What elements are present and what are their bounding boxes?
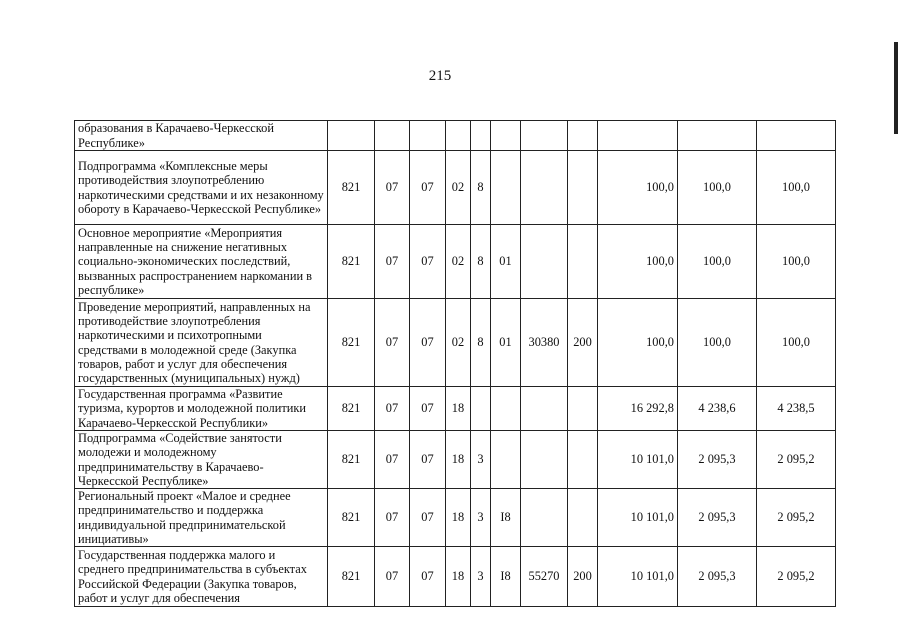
expense-type-code [568, 225, 598, 299]
row-name: Проведение мероприятий, направленных на противодействие злоупотребления наркотическими и психотропными средствами в молодежной среде (Закупка товаров, работ и услуг для обеспечения государственных (муниципальных) нужд) [75, 299, 328, 387]
subprogram-code [471, 121, 491, 151]
section-code: 07 [375, 489, 410, 547]
expense-type-code [568, 387, 598, 431]
program-code: 18 [446, 431, 471, 489]
amount-1: 10 101,0 [598, 489, 678, 547]
table-row [75, 151, 836, 225]
row-name: образования в Карачаево-Черкесской Республике» [75, 121, 328, 151]
subsection-code: 07 [410, 387, 446, 431]
amount-3: 2 095,2 [757, 489, 836, 547]
subsection-code: 07 [410, 431, 446, 489]
subprogram-code: 8 [471, 151, 491, 225]
program-code: 18 [446, 387, 471, 431]
amount-2: 2 095,3 [678, 547, 757, 607]
ministry-code: 821 [328, 489, 375, 547]
program-code: 02 [446, 299, 471, 387]
amount-3: 2 095,2 [757, 431, 836, 489]
section-code: 07 [375, 299, 410, 387]
row-name: Государственная программа «Развитие туризма, курортов и молодежной политики Карачаево-Черкесской Республики» [75, 387, 328, 431]
event-code [491, 121, 521, 151]
budget-table [74, 120, 836, 607]
section-code: 07 [375, 431, 410, 489]
table-row [75, 121, 836, 151]
program-code [446, 121, 471, 151]
amount-1: 10 101,0 [598, 431, 678, 489]
subsection-code: 07 [410, 151, 446, 225]
amount-3: 100,0 [757, 151, 836, 225]
subprogram-code [471, 387, 491, 431]
page-number: 215 [428, 68, 452, 84]
table-row [75, 431, 836, 489]
amount-1: 100,0 [598, 225, 678, 299]
ministry-code: 821 [328, 547, 375, 607]
expense-type-code [568, 489, 598, 547]
amount-1: 16 292,8 [598, 387, 678, 431]
table-row [75, 387, 836, 431]
expense-type-code [568, 431, 598, 489]
ministry-code [328, 121, 375, 151]
ministry-code: 821 [328, 151, 375, 225]
section-code: 07 [375, 225, 410, 299]
program-code: 02 [446, 151, 471, 225]
direction-code: 30380 [521, 299, 568, 387]
section-code: 07 [375, 387, 410, 431]
amount-3: 100,0 [757, 299, 836, 387]
amount-1: 100,0 [598, 151, 678, 225]
ministry-code: 821 [328, 431, 375, 489]
row-name: Подпрограмма «Комплексные меры противодействия злоупотреблению наркотическими средствами и их незаконному обороту в Карачаево-Черкесской Республике» [75, 151, 328, 225]
event-code: I8 [491, 547, 521, 607]
table-row [75, 489, 836, 547]
subprogram-code: 3 [471, 431, 491, 489]
direction-code: 55270 [521, 547, 568, 607]
direction-code [521, 121, 568, 151]
direction-code [521, 489, 568, 547]
amount-1: 10 101,0 [598, 547, 678, 607]
event-code: I8 [491, 489, 521, 547]
amount-3: 4 238,5 [757, 387, 836, 431]
amount-2 [678, 121, 757, 151]
amount-2: 100,0 [678, 151, 757, 225]
program-code: 18 [446, 547, 471, 607]
direction-code [521, 431, 568, 489]
event-code: 01 [491, 299, 521, 387]
amount-2: 2 095,3 [678, 489, 757, 547]
row-name: Региональный проект «Малое и среднее предпринимательство и поддержка индивидуальной предпринимательской инициативы» [75, 489, 328, 547]
ministry-code: 821 [328, 387, 375, 431]
section-code [375, 121, 410, 151]
amount-1: 100,0 [598, 299, 678, 387]
direction-code [521, 225, 568, 299]
event-code: 01 [491, 225, 521, 299]
section-code: 07 [375, 547, 410, 607]
amount-2: 4 238,6 [678, 387, 757, 431]
expense-type-code [568, 151, 598, 225]
amount-1 [598, 121, 678, 151]
expense-type-code: 200 [568, 299, 598, 387]
program-code: 18 [446, 489, 471, 547]
subsection-code: 07 [410, 299, 446, 387]
subprogram-code: 3 [471, 489, 491, 547]
amount-2: 100,0 [678, 225, 757, 299]
direction-code [521, 151, 568, 225]
subprogram-code: 3 [471, 547, 491, 607]
table-row [75, 547, 836, 607]
event-code [491, 151, 521, 225]
table-row [75, 299, 836, 387]
row-name: Подпрограмма «Содействие занятости молодежи и молодежному предпринимательству в Карачаево-Черкесской Республике» [75, 431, 328, 489]
amount-2: 2 095,3 [678, 431, 757, 489]
subsection-code: 07 [410, 225, 446, 299]
row-name: Государственная поддержка малого и среднего предпринимательства в субъектах Российской Федерации (Закупка товаров, работ и услуг для обеспечения [75, 547, 328, 607]
expense-type-code: 200 [568, 547, 598, 607]
amount-2: 100,0 [678, 299, 757, 387]
subsection-code [410, 121, 446, 151]
row-name: Основное мероприятие «Мероприятия направленные на снижение негативных социально-экономических последствий, вызванных распространением наркомании в республике» [75, 225, 328, 299]
subsection-code: 07 [410, 489, 446, 547]
expense-type-code [568, 121, 598, 151]
subprogram-code: 8 [471, 225, 491, 299]
direction-code [521, 387, 568, 431]
amount-3 [757, 121, 836, 151]
event-code [491, 431, 521, 489]
amount-3: 100,0 [757, 225, 836, 299]
subsection-code: 07 [410, 547, 446, 607]
table-row [75, 225, 836, 299]
ministry-code: 821 [328, 299, 375, 387]
event-code [491, 387, 521, 431]
subprogram-code: 8 [471, 299, 491, 387]
section-code: 07 [375, 151, 410, 225]
ministry-code: 821 [328, 225, 375, 299]
scan-edge-mark [894, 42, 898, 134]
amount-3: 2 095,2 [757, 547, 836, 607]
program-code: 02 [446, 225, 471, 299]
